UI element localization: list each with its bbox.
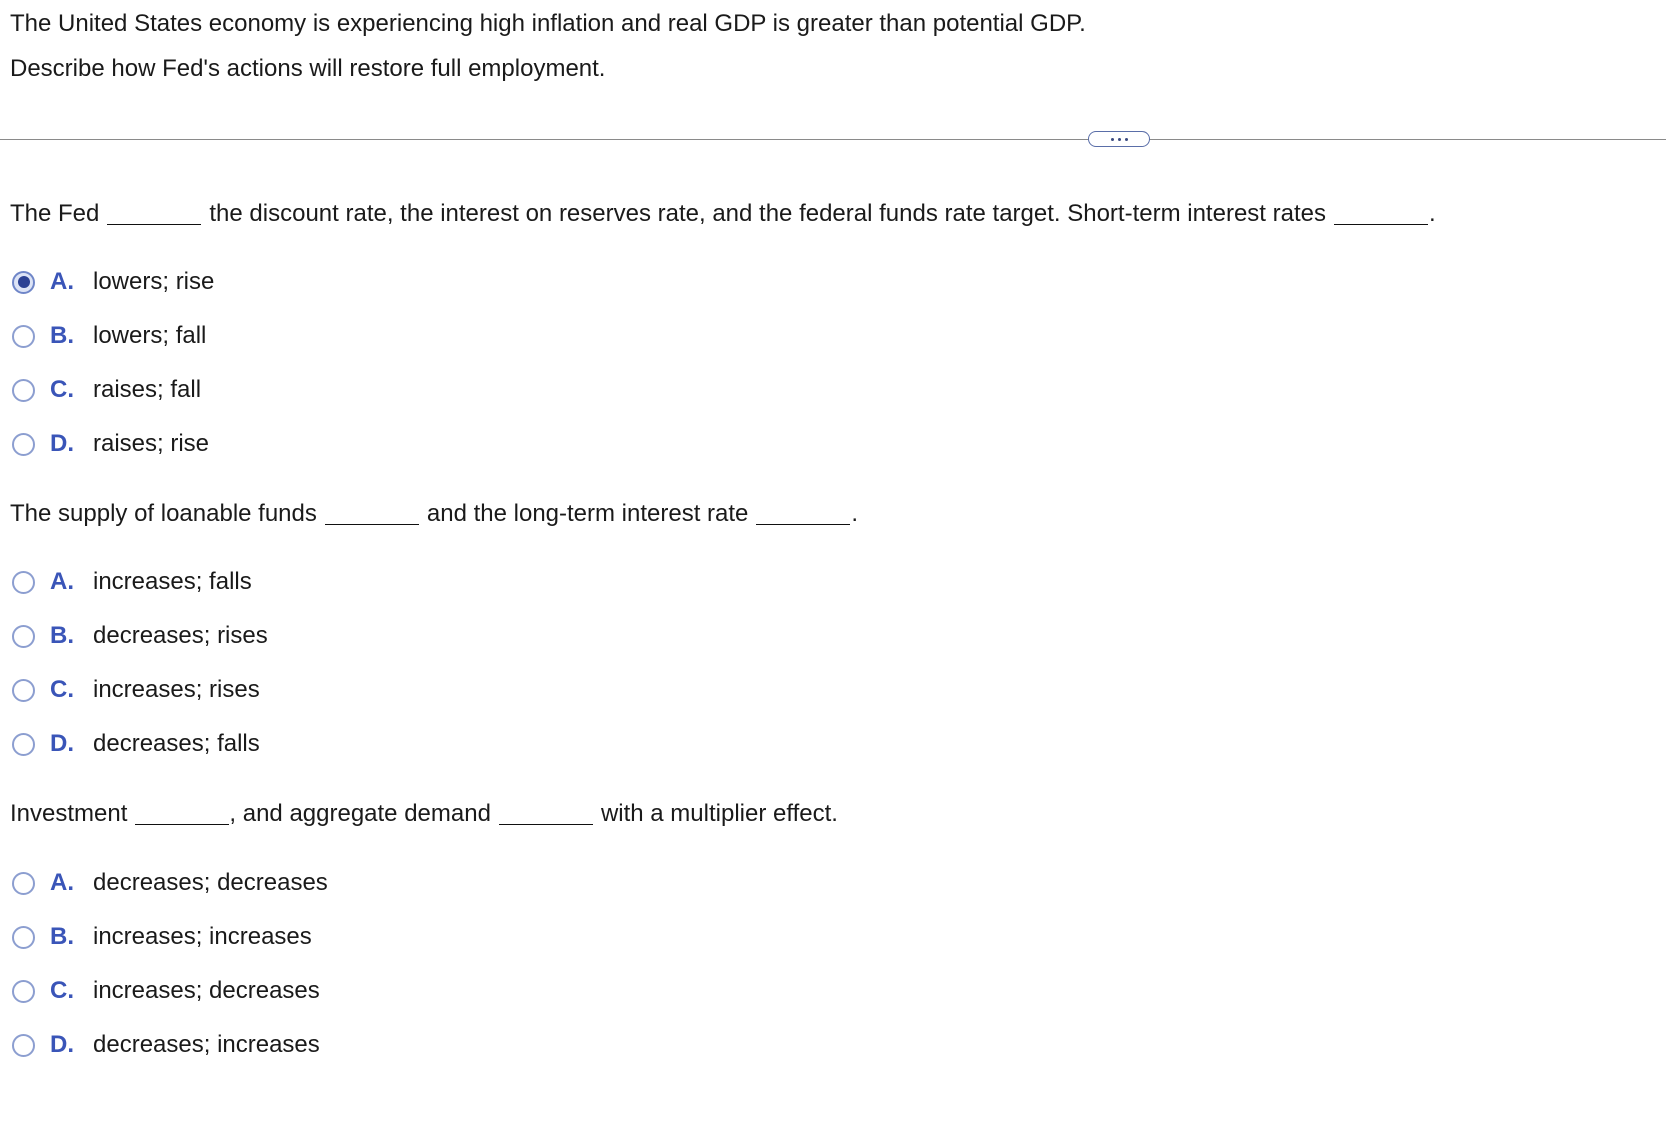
- question-1-part-2: the discount rate, the interest on reserves rate, and the federal funds rate target. Short-term interest rates: [209, 200, 1326, 227]
- option-text: increases; falls: [93, 568, 252, 595]
- radio-icon[interactable]: [12, 379, 35, 402]
- q1-option-d[interactable]: [12, 428, 209, 460]
- radio-icon[interactable]: [12, 872, 35, 895]
- more-dot-icon: [1111, 138, 1114, 141]
- prompt-line-1: The United States economy is experiencing high inflation and real GDP is greater than potential GDP.: [10, 10, 1086, 37]
- option-text: decreases; rises: [93, 622, 268, 649]
- more-dot-icon: [1125, 138, 1128, 141]
- option-letter: C.: [50, 676, 74, 703]
- option-letter: D.: [50, 1031, 74, 1058]
- q2-option-d[interactable]: [12, 728, 260, 760]
- more-options-button[interactable]: [1088, 131, 1150, 147]
- option-letter: C.: [50, 977, 74, 1004]
- prompt-line-2: Describe how Fed's actions will restore full employment.: [10, 55, 606, 82]
- radio-selected-icon[interactable]: [12, 271, 35, 294]
- radio-icon[interactable]: [12, 325, 35, 348]
- answer-blank-3: [325, 502, 419, 525]
- radio-icon[interactable]: [12, 679, 35, 702]
- option-letter: A.: [50, 568, 74, 595]
- option-text: lowers; fall: [93, 322, 207, 349]
- question-2-part-3: .: [851, 500, 859, 527]
- q1-option-a[interactable]: [12, 266, 214, 298]
- q3-option-c[interactable]: [12, 975, 320, 1007]
- radio-icon[interactable]: [12, 980, 35, 1003]
- radio-icon[interactable]: [12, 1034, 35, 1057]
- q2-option-a[interactable]: [12, 566, 252, 598]
- section-divider: [0, 139, 1666, 140]
- question-1-text: [10, 199, 1436, 229]
- question-3-part-3: with a multiplier effect.: [600, 800, 838, 827]
- answer-blank-2: [1334, 202, 1428, 225]
- option-text: increases; decreases: [93, 977, 320, 1004]
- option-text: decreases; falls: [93, 730, 260, 757]
- radio-icon[interactable]: [12, 433, 35, 456]
- option-text: increases; increases: [93, 923, 312, 950]
- question-1-part-1: The Fed: [10, 200, 100, 227]
- option-letter: D.: [50, 730, 74, 757]
- option-text: lowers; rise: [93, 268, 215, 295]
- q2-option-c[interactable]: [12, 674, 260, 706]
- q3-option-b[interactable]: [12, 921, 312, 953]
- q1-option-b[interactable]: [12, 320, 206, 352]
- question-3-part-2: , and aggregate demand: [229, 800, 491, 827]
- option-letter: B.: [50, 622, 74, 649]
- option-letter: B.: [50, 923, 74, 950]
- question-2-text: [10, 499, 858, 529]
- radio-icon[interactable]: [12, 926, 35, 949]
- q1-option-c[interactable]: [12, 374, 201, 406]
- question-3-part-1: Investment: [10, 800, 128, 827]
- option-text: raises; rise: [93, 430, 210, 457]
- option-letter: A.: [50, 268, 74, 295]
- option-letter: A.: [50, 869, 74, 896]
- question-2-part-1: The supply of loanable funds: [10, 500, 317, 527]
- question-1-part-3: .: [1428, 200, 1436, 227]
- option-text: raises; fall: [93, 376, 202, 403]
- more-dot-icon: [1118, 138, 1121, 141]
- option-text: decreases; decreases: [93, 869, 328, 896]
- radio-icon[interactable]: [12, 733, 35, 756]
- answer-blank-4: [756, 502, 850, 525]
- answer-blank-6: [499, 802, 593, 825]
- q3-option-a[interactable]: [12, 867, 328, 899]
- q3-option-d[interactable]: [12, 1029, 320, 1061]
- answer-blank-5: [135, 802, 229, 825]
- option-letter: B.: [50, 322, 74, 349]
- question-3-text: [10, 799, 838, 829]
- q2-option-b[interactable]: [12, 620, 268, 652]
- radio-icon[interactable]: [12, 625, 35, 648]
- option-text: increases; rises: [93, 676, 260, 703]
- question-2-part-2: and the long-term interest rate: [426, 500, 749, 527]
- radio-icon[interactable]: [12, 571, 35, 594]
- answer-blank-1: [107, 202, 201, 225]
- option-letter: D.: [50, 430, 74, 457]
- option-letter: C.: [50, 376, 74, 403]
- option-text: decreases; increases: [93, 1031, 320, 1058]
